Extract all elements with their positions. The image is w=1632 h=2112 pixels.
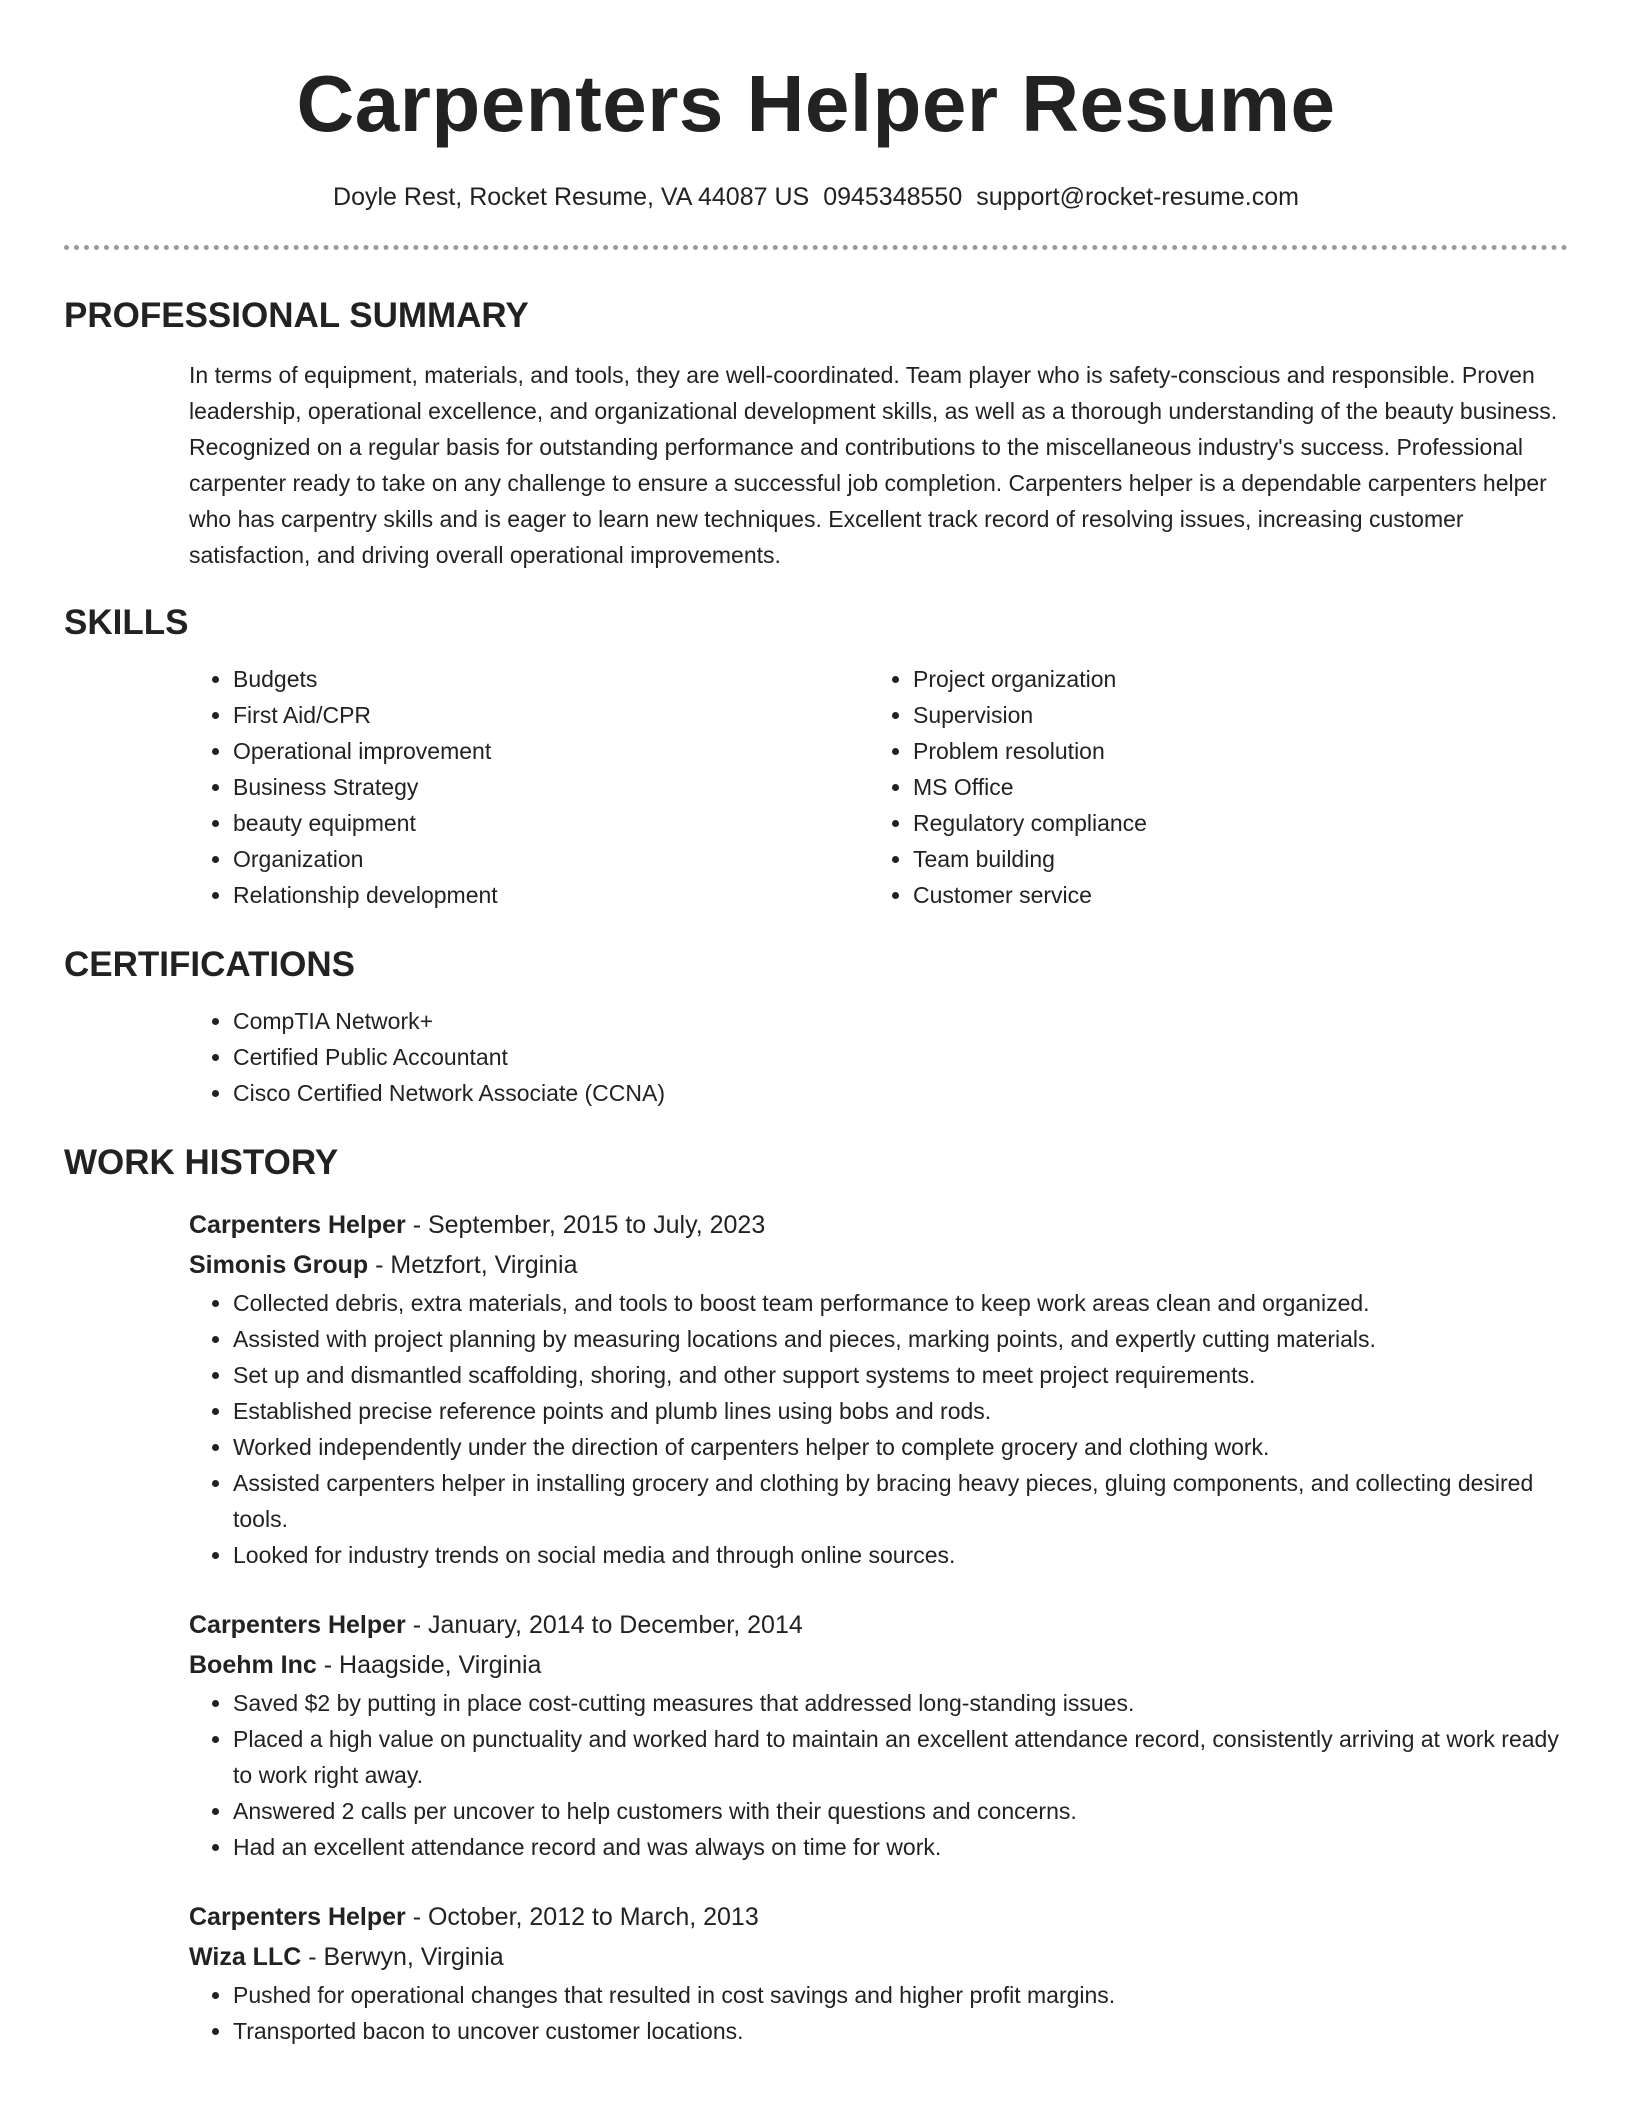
- skill-item: • Project organization: [913, 661, 1549, 697]
- job-entry: [189, 1205, 1568, 1573]
- skill-item: • Customer service: [913, 877, 1549, 913]
- job-company: Simonis Group: [189, 1251, 369, 1279]
- job-location: - Haagside, Virginia: [316, 1651, 542, 1679]
- job-duty: • Had an excellent attendance record and was always on time for work.: [233, 1829, 1568, 1865]
- certification-item: • CompTIA Network+: [233, 1003, 1568, 1039]
- job-location: - Metzfort, Virginia: [368, 1251, 578, 1279]
- job-company: Boehm Inc: [189, 1651, 317, 1679]
- job-duty: • Placed a high value on punctuality and worked hard to maintain an excellent attendance record, consistently arriving at work ready to work right away.: [233, 1721, 1568, 1793]
- summary-heading: PROFESSIONAL SUMMARY: [64, 296, 529, 335]
- certification-item: • Certified Public Accountant: [233, 1039, 1568, 1075]
- job-duty: • Answered 2 calls per uncover to help customers with their questions and concerns.: [233, 1793, 1568, 1829]
- job-company: Wiza LLC: [189, 1943, 302, 1971]
- skill-item: • Supervision: [913, 697, 1549, 733]
- job-location: - Berwyn, Virginia: [301, 1943, 504, 1971]
- skills-heading: SKILLS: [64, 603, 189, 642]
- skill-item: • Regulatory compliance: [913, 805, 1549, 841]
- certifications-list: [189, 1003, 1568, 1111]
- job-title-line: [189, 1897, 1568, 1937]
- job-dates: - September, 2015 to July, 2023: [405, 1211, 766, 1239]
- header-divider: [64, 245, 1568, 250]
- skill-item: • beauty equipment: [233, 805, 869, 841]
- contact-line: [64, 181, 1568, 213]
- job-duty: • Worked independently under the direction of carpenters helper to complete grocery and clothing work.: [233, 1429, 1568, 1465]
- contact-phone: 0945348550: [823, 183, 963, 211]
- skills-column-right: [869, 661, 1549, 913]
- skill-item: • Relationship development: [233, 877, 869, 913]
- job-duty: • Collected debris, extra materials, and tools to boost team performance to keep work areas clean and organized.: [233, 1285, 1568, 1321]
- skills-column-left: [189, 661, 869, 913]
- certifications-block: [189, 1003, 1568, 1111]
- job-title: Carpenters Helper: [189, 1611, 406, 1639]
- skill-item: • Problem resolution: [913, 733, 1549, 769]
- job-duty: • Saved $2 by putting in place cost-cutting measures that addressed long-standing issues.: [233, 1685, 1568, 1721]
- job-entry: [189, 1897, 1568, 2049]
- job-duties-list: [189, 1685, 1568, 1865]
- contact-address: Doyle Rest, Rocket Resume, VA 44087 US: [333, 183, 810, 211]
- contact-email: support@rocket-resume.com: [976, 183, 1299, 211]
- skill-item: • First Aid/CPR: [233, 697, 869, 733]
- job-title-line: [189, 1205, 1568, 1245]
- job-dates: - October, 2012 to March, 2013: [405, 1903, 759, 1931]
- summary-text: In terms of equipment, materials, and tools, they are well-coordinated. Team player who is safety-conscious and responsible. Proven leadership, operational excellence, and organizational development skills, as well as a thorough understanding of the beauty business. Recognized on a regular basis for outstanding performance and contributions to the miscellaneous industry's success. Professional carpenter ready to take on any challenge to ensure a successful job completion. Carpenters helper is a dependable carpenters helper who has carpentry skills and is eager to learn new techniques. Excellent track record of resolving issues, increasing customer satisfaction, and driving overall operational improvements.: [189, 362, 1558, 568]
- resume-title: Carpenters Helper Resume: [296, 59, 1336, 148]
- skill-item: • Team building: [913, 841, 1549, 877]
- job-duty: • Established precise reference points and plumb lines using bobs and rods.: [233, 1393, 1568, 1429]
- job-company-line: [189, 1937, 1568, 1977]
- certification-item: • Cisco Certified Network Associate (CCNA): [233, 1075, 1568, 1111]
- job-duty: • Pushed for operational changes that resulted in cost savings and higher profit margins.: [233, 1977, 1568, 2013]
- job-title: Carpenters Helper: [189, 1211, 406, 1239]
- skill-item: • Budgets: [233, 661, 869, 697]
- certifications-heading: CERTIFICATIONS: [64, 945, 356, 984]
- job-duty: • Assisted with project planning by measuring locations and pieces, marking points, and expertly cutting materials.: [233, 1321, 1568, 1357]
- job-duties-list: [189, 1977, 1568, 2049]
- job-company-line: [189, 1245, 1568, 1285]
- job-title: Carpenters Helper: [189, 1903, 406, 1931]
- job-title-line: [189, 1605, 1568, 1645]
- skills-list-right: [869, 661, 1549, 913]
- skills-grid: [189, 661, 1568, 913]
- job-duties-list: [189, 1285, 1568, 1573]
- job-dates: - January, 2014 to December, 2014: [405, 1611, 803, 1639]
- skill-item: • Business Strategy: [233, 769, 869, 805]
- job-duty: • Looked for industry trends on social media and through online sources.: [233, 1537, 1568, 1573]
- job-entry: [189, 1605, 1568, 1865]
- job-company-line: [189, 1645, 1568, 1685]
- skills-list-left: [189, 661, 869, 913]
- job-duty: • Assisted carpenters helper in installing grocery and clothing by bracing heavy pieces, gluing components, and collecting desired tools.: [233, 1465, 1568, 1537]
- skill-item: • Operational improvement: [233, 733, 869, 769]
- work-history-heading: WORK HISTORY: [64, 1143, 339, 1182]
- job-duty: • Transported bacon to uncover customer locations.: [233, 2013, 1568, 2049]
- job-duty: • Set up and dismantled scaffolding, shoring, and other support systems to meet project requirements.: [233, 1357, 1568, 1393]
- skill-item: • Organization: [233, 841, 869, 877]
- skill-item: • MS Office: [913, 769, 1549, 805]
